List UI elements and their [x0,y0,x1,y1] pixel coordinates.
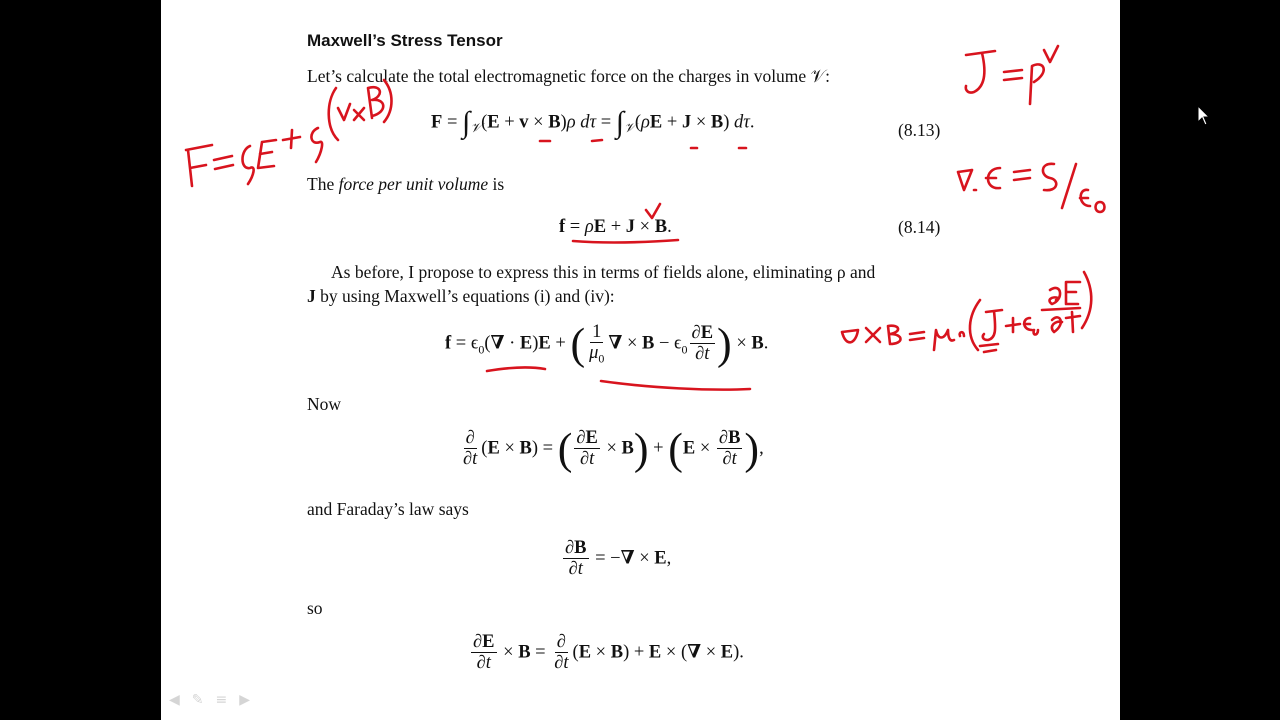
as-before-paragraph-line2: J by using Maxwell’s equations (i) and (iv): [307,286,615,306]
menu-icon[interactable]: ≡ [215,692,228,708]
equation-number-8-14: (8.14) [898,217,941,237]
equation-faraday: $\frac{\partial B}{\partial t}$ = −∇ × E, [565,538,672,580]
equation-8-14: f = ρE + J × B. [559,217,672,237]
force-per-unit-paragraph: The force per unit volume is [307,174,505,194]
equation-final: $\frac{\partial E}{\partial t}$ × B = $\frac{\partial}{\partial t}$ (E × B) + E × (∇ × E). [473,632,744,674]
faraday-text: and Faraday’s law says [307,499,469,519]
section-title: Maxwell’s Stress Tensor [307,31,503,50]
as-before-paragraph-line1: As before, I propose to express this in terms of fields alone, eliminating ρ and [331,262,876,282]
equation-8-13: $F = \int_𝒱(E + v \times B)\rho$ $d\tau = \int_𝒱(\rho E + J \times B)$ dτ. [431,106,755,139]
equation-time-derivative: $\frac{\partial}{\partial t}$ (E × B) = ( $\frac{\partial E}{\partial t}$ × B) + (E × $\frac{\partial B}{\partial t}$ ), [463,424,764,474]
pen-icon[interactable]: ✎ [191,692,204,708]
document-page [161,0,1120,720]
left-arrow-icon[interactable]: ◀ [169,692,180,708]
so-text: so [307,598,323,618]
mouse-cursor-icon [1197,105,1211,127]
presentation-toolbar [169,692,250,708]
now-text: Now [307,394,342,414]
intro-paragraph: Let’s calculate the total electromagnetic force on the charges in volume 𝒱: [307,66,831,86]
equation-number-8-13: (8.13) [898,120,941,140]
right-arrow-icon[interactable]: ▶ [239,692,251,708]
equation-f-expanded: $f = \epsilon_0(\nabla \cdot E)E$ + ( $\frac{1}{\mu_0}$ ∇ × $B - \epsilon_0$ $\frac{\partial E}{\partial t}$ ) × B. [445,319,769,369]
